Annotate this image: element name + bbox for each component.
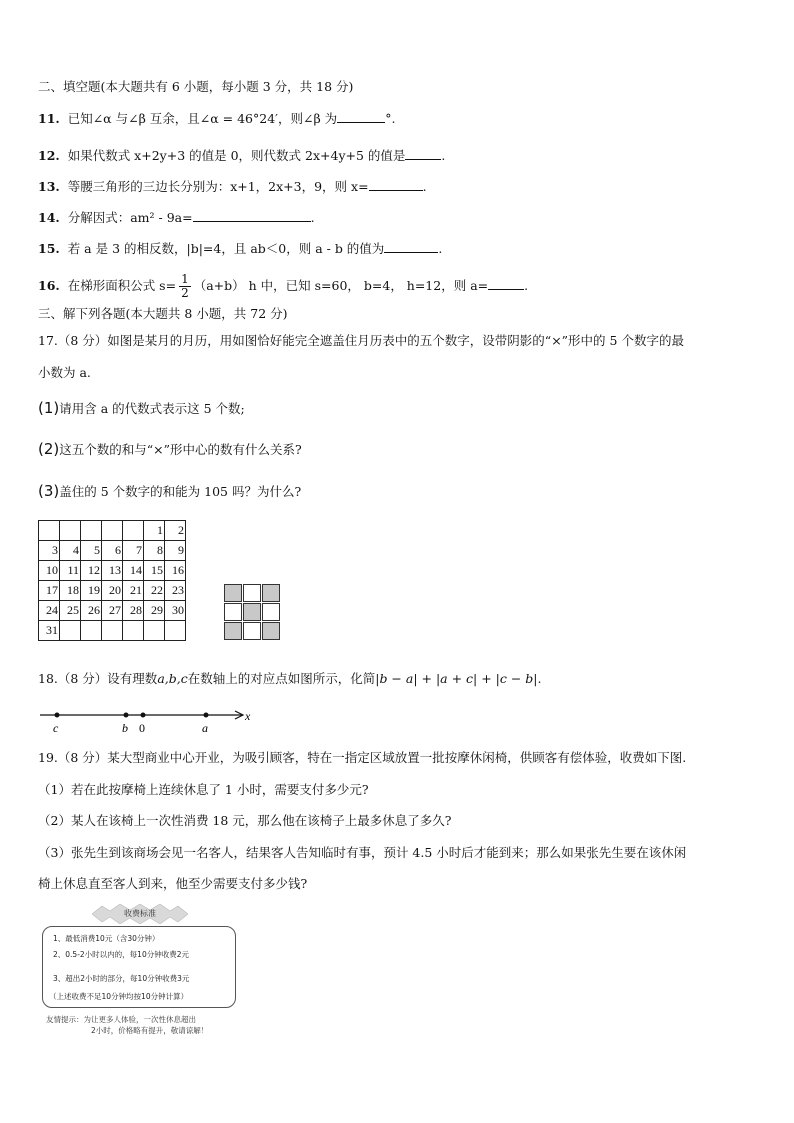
- question-17-part1: [38, 400, 245, 417]
- part-text: 请用含 a 的代数式表示这 5 个数;: [59, 401, 245, 416]
- abs-expression: |b − a| + |a + c| + |c − b|: [375, 671, 538, 686]
- calendar-cell: 13: [102, 561, 123, 581]
- calendar-cell: 20: [102, 581, 123, 601]
- calendar-cell: 22: [144, 581, 165, 601]
- question-18: [38, 671, 542, 687]
- question-19-part3b: 椅上休息直至客人到来，他至少需要支付多少钱?: [38, 876, 308, 891]
- question-17-line2: 小数为 a.: [38, 365, 91, 380]
- question-14: [38, 209, 315, 226]
- part-text: 盖住的 5 个数字的和能为 105 吗？为什么?: [59, 484, 302, 499]
- question-suffix: .: [441, 148, 446, 163]
- answer-blank[interactable]: [384, 240, 438, 253]
- calendar-cell: [60, 521, 81, 541]
- label-zero: 0: [139, 721, 145, 735]
- calendar-cell: 12: [81, 561, 102, 581]
- question-number: 14.: [38, 210, 60, 225]
- question-11: [38, 110, 395, 127]
- question-text-cont: 在数轴上的对应点如图所示，化简: [187, 671, 376, 686]
- fee-tip-line1: 友情提示：为让更多人体验，一次性休息超出: [46, 1015, 196, 1024]
- question-suffix: .: [537, 671, 542, 686]
- shaded-cell: [224, 622, 242, 640]
- blank-cell: [243, 584, 261, 602]
- fee-title-badge: [92, 904, 188, 924]
- calendar-cell: 8: [144, 541, 165, 561]
- question-19-part1: （1）若在此按摩椅上连续休息了 1 小时，需要支付多少元?: [38, 782, 369, 797]
- calendar-table: [38, 520, 186, 641]
- fee-rules-box: [42, 926, 236, 1008]
- question-16: [38, 271, 528, 301]
- question-suffix: .: [524, 278, 529, 293]
- calendar-cell: 27: [102, 601, 123, 621]
- question-suffix: .: [422, 179, 427, 194]
- question-19-part2: （2）某人在该椅上一次性消费 18 元，那么他在该椅子上最多休息了多久?: [38, 813, 452, 828]
- question-12: [38, 147, 445, 164]
- blank-cell: [243, 622, 261, 640]
- calendar-cell: 15: [144, 561, 165, 581]
- calendar-cell: 23: [165, 581, 186, 601]
- calendar-cell: 5: [81, 541, 102, 561]
- part-number: (2): [38, 440, 60, 458]
- question-number: 15.: [38, 241, 60, 256]
- calendar-row: [39, 541, 186, 561]
- question-suffix: .: [310, 210, 315, 225]
- shaded-cell: [224, 584, 242, 602]
- question-19-line1: 19.（8 分）某大型商业中心开业，为吸引顾客，特在一指定区域放置一批按摩休闲椅，供顾客有偿体验，收费如下图.: [38, 750, 687, 765]
- variables: a,b,c: [157, 671, 188, 686]
- question-13: [38, 178, 427, 195]
- calendar-cell: [39, 521, 60, 541]
- question-number: 12.: [38, 148, 60, 163]
- calendar-cell: [102, 521, 123, 541]
- fraction-denominator: 2: [181, 286, 189, 300]
- calendar-cell: 2: [165, 521, 186, 541]
- calendar-cell: 1: [144, 521, 165, 541]
- calendar-cell: [123, 621, 144, 641]
- calendar-cell: 24: [39, 601, 60, 621]
- calendar-cell: 28: [123, 601, 144, 621]
- calendar-row: [39, 561, 186, 581]
- label-a: a: [202, 721, 208, 735]
- label-x: x: [245, 709, 251, 723]
- calendar-cell: 4: [60, 541, 81, 561]
- answer-blank[interactable]: [369, 178, 423, 191]
- question-text: 等腰三角形的三边长分别为：x+1，2x+3，9，则 x=: [67, 179, 369, 194]
- calendar-cell: 18: [60, 581, 81, 601]
- calendar-cell: 21: [123, 581, 144, 601]
- label-b: b: [122, 721, 128, 735]
- answer-blank[interactable]: [488, 277, 524, 290]
- point-b: [124, 713, 129, 718]
- calendar-cell: [144, 621, 165, 641]
- calendar-cell: 14: [123, 561, 144, 581]
- question-number: 16.: [38, 278, 60, 293]
- answer-blank[interactable]: [337, 110, 385, 123]
- question-text: 如果代数式 x+2y+3 的值是 0，则代数式 2x+4y+5 的值是: [67, 148, 406, 163]
- point-zero: [141, 713, 146, 718]
- shaded-cell: [262, 584, 280, 602]
- calendar-cell: 9: [165, 541, 186, 561]
- number-line: [30, 704, 270, 736]
- calendar-cell: 31: [39, 621, 60, 641]
- question-text-cont: （a+b） h 中，已知 s=60， b=4， h=12，则 a=: [193, 278, 489, 293]
- question-17-part2: [38, 441, 302, 458]
- calendar-cell: 30: [165, 601, 186, 621]
- question-number: 11.: [38, 111, 60, 126]
- calendar-cell: 29: [144, 601, 165, 621]
- calendar-cell: [123, 521, 144, 541]
- shaded-cell: [243, 603, 261, 621]
- question-suffix: .: [438, 241, 443, 256]
- calendar-row: [39, 581, 186, 601]
- calendar-cell: 17: [39, 581, 60, 601]
- question-text: 若 a 是 3 的相反数，|b|=4，且 ab＜0，则 a - b 的值为: [67, 241, 385, 256]
- shaded-cell: [262, 622, 280, 640]
- calendar-cell: [81, 621, 102, 641]
- question-suffix: °.: [385, 111, 396, 126]
- calendar-cell: 6: [102, 541, 123, 561]
- calendar-row: [39, 521, 186, 541]
- calendar-cell: 3: [39, 541, 60, 561]
- calendar-cell: 10: [39, 561, 60, 581]
- answer-blank[interactable]: [193, 209, 311, 222]
- calendar-cell: 16: [165, 561, 186, 581]
- part-number: (3): [38, 482, 60, 500]
- fraction: [179, 273, 191, 300]
- section-header-fill-blank: 二、填空题(本大题共有 6 小题，每小题 3 分，共 18 分): [38, 79, 354, 94]
- blank-cell: [224, 603, 242, 621]
- question-text: 在梯形面积公式 s=: [67, 278, 177, 293]
- calendar-cell: [165, 621, 186, 641]
- part-number: (1): [38, 399, 60, 417]
- calendar-cell: 26: [81, 601, 102, 621]
- fee-rule-1: 1、最低消费10元（含30分钟）: [53, 934, 160, 943]
- question-text: 分解因式：am² - 9a=: [67, 210, 193, 225]
- fraction-numerator: 1: [181, 272, 189, 286]
- calendar-cell: 11: [60, 561, 81, 581]
- calendar-cell: [60, 621, 81, 641]
- calendar-row: [39, 601, 186, 621]
- calendar-cell: [81, 521, 102, 541]
- blank-cell: [262, 603, 280, 621]
- point-c: [55, 713, 60, 718]
- part-text: 这五个数的和与“×”形中心的数有什么关系?: [59, 442, 302, 457]
- calendar-row: [39, 621, 186, 641]
- x-shape-figure: [224, 584, 284, 644]
- calendar-cell: 25: [60, 601, 81, 621]
- calendar-cell: 7: [123, 541, 144, 561]
- section-header-solve: 三、解下列各题(本大题共 8 小题，共 72 分): [38, 306, 288, 321]
- question-15: [38, 240, 442, 257]
- fee-title: 收费标准: [124, 909, 156, 918]
- question-text: 已知∠α 与∠β 互余，且∠α = 46°24′，则∠β 为: [67, 111, 338, 126]
- fee-tip: [46, 1014, 208, 1036]
- label-c: c: [53, 721, 59, 735]
- question-number: 13.: [38, 179, 60, 194]
- question-17-part3: [38, 483, 301, 500]
- calendar-cell: [102, 621, 123, 641]
- question-text: 18.（8 分）设有理数: [38, 671, 158, 686]
- point-a: [204, 713, 209, 718]
- fee-rule-2: 2、0.5-2小时以内的，每10分钟收费2元: [53, 950, 189, 959]
- question-17-line1: 17.（8 分）如图是某月的月历，用如图恰好能完全遮盖住月历表中的五个数字，设带阴影的“×”形中的 5 个数字的最: [38, 333, 684, 348]
- answer-blank[interactable]: [405, 147, 441, 160]
- question-19-part3a: （3）张先生到该商场会见一名客人，结果客人告知临时有事，预计 4.5 小时后才能到来；那么如果张先生要在该休闲: [38, 845, 687, 860]
- fee-rule-3: 3、超出2小时的部分，每10分钟收费3元: [53, 974, 190, 983]
- calendar-cell: 19: [81, 581, 102, 601]
- fee-rule-note: （上述收费不足10分钟均按10分钟计算）: [49, 992, 189, 1001]
- fee-tip-line2: 2小时，价格略有提升，敬请谅解！: [91, 1026, 209, 1035]
